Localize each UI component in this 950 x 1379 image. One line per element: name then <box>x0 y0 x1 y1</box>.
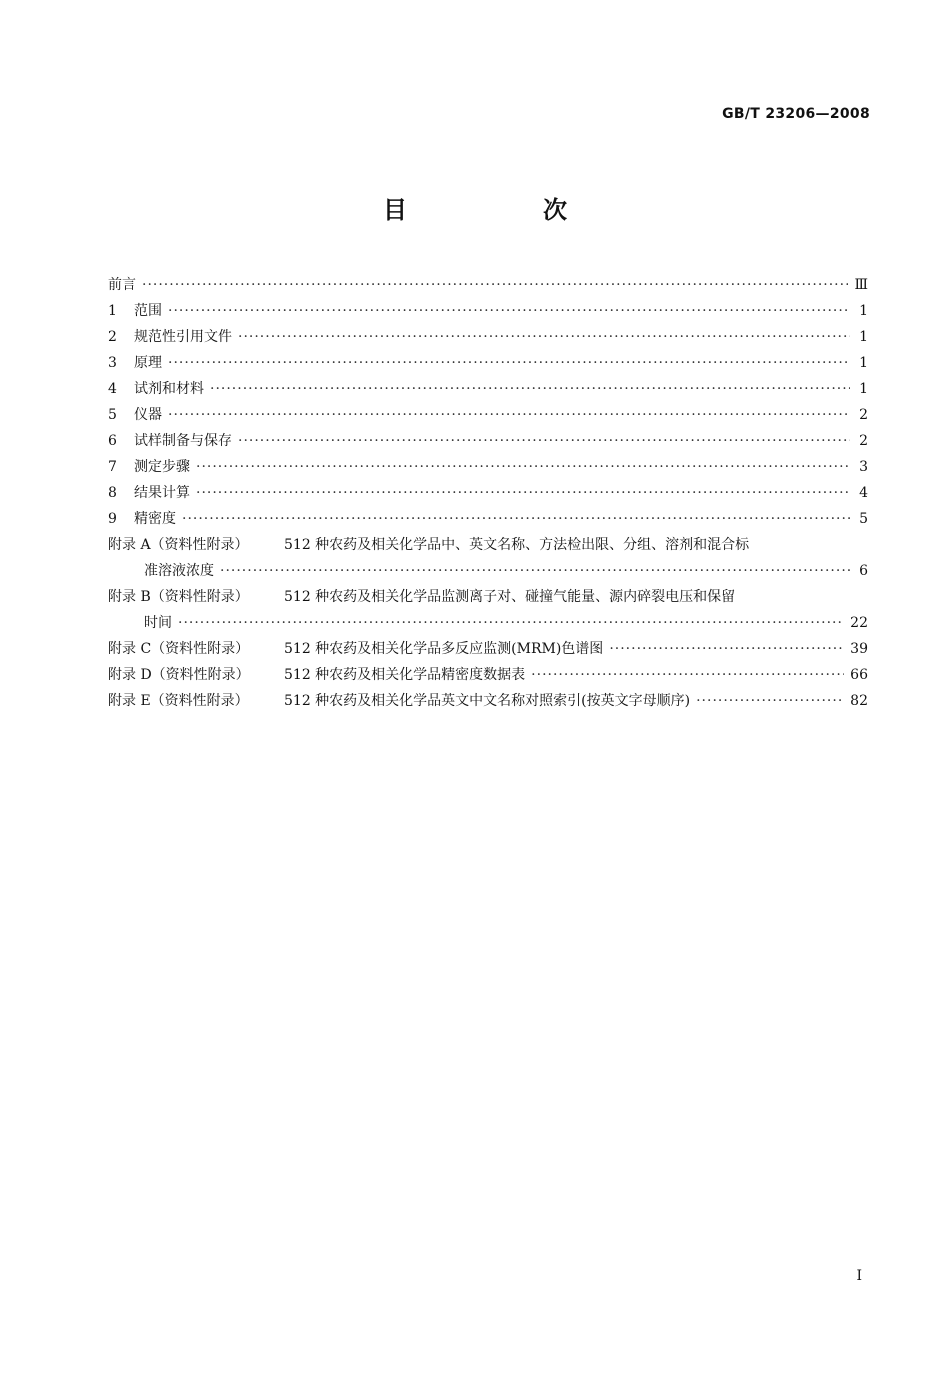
appendix-title-line1: 512 种农药及相关化学品监测离子对、碰撞气能量、源内碎裂电压和保留 <box>284 589 736 605</box>
toc-entry-page: 22 <box>850 615 868 631</box>
toc-entry-page: 39 <box>850 641 868 657</box>
toc-entry-number: 4 <box>108 381 117 397</box>
appendix-prefix: 附录 C（资料性附录） <box>108 641 250 657</box>
toc-entry-5[interactable] <box>108 402 868 428</box>
dot-leader <box>168 350 850 376</box>
toc-appendix-d[interactable] <box>108 662 868 688</box>
dot-leader <box>609 636 844 662</box>
appendix-prefix: 附录 D（资料性附录） <box>108 667 250 683</box>
appendix-prefix: 附录 A（资料性附录） <box>108 537 249 553</box>
toc-entry-page: 4 <box>859 485 868 501</box>
table-of-contents <box>108 272 868 714</box>
dot-leader <box>196 454 850 480</box>
toc-entry-label: 试样制备与保存 <box>134 433 232 449</box>
dot-leader <box>696 688 844 714</box>
toc-appendix-b-continued[interactable] <box>108 610 868 636</box>
toc-appendix-a-continued[interactable] <box>108 558 868 584</box>
toc-entry-page: Ⅲ <box>854 277 868 293</box>
toc-entry-number: 6 <box>108 433 117 449</box>
toc-entry-4[interactable] <box>108 376 868 402</box>
toc-entry-7[interactable] <box>108 454 868 480</box>
toc-entry-page: 2 <box>859 407 868 423</box>
toc-entry-label: 范围 <box>134 303 162 319</box>
dot-leader <box>220 558 850 584</box>
toc-appendix-b[interactable] <box>108 584 868 610</box>
toc-entry-preface[interactable] <box>108 272 868 298</box>
toc-entry-page: 66 <box>850 667 868 683</box>
toc-entry-label: 结果计算 <box>134 485 190 501</box>
dot-leader <box>196 480 850 506</box>
toc-entry-number: 5 <box>108 407 117 423</box>
toc-entry-9[interactable] <box>108 506 868 532</box>
appendix-prefix: 附录 E（资料性附录） <box>108 693 249 709</box>
dot-leader <box>168 298 850 324</box>
toc-entry-page: 2 <box>859 433 868 449</box>
appendix-title: 512 种农药及相关化学品英文中文名称对照索引(按英文字母顺序) <box>284 693 691 709</box>
dot-leader <box>238 324 850 350</box>
toc-entry-page: 6 <box>859 563 868 579</box>
toc-entry-3[interactable] <box>108 350 868 376</box>
toc-entry-label: 精密度 <box>134 511 176 527</box>
toc-appendix-c[interactable] <box>108 636 868 662</box>
toc-entry-number: 3 <box>108 355 117 371</box>
page-title: 目 次 <box>383 196 623 224</box>
appendix-title-line1: 512 种农药及相关化学品中、英文名称、方法检出限、分组、溶剂和混合标 <box>284 537 750 553</box>
toc-entry-label: 原理 <box>134 355 162 371</box>
toc-appendix-a[interactable] <box>108 532 868 558</box>
dot-leader <box>178 610 844 636</box>
dot-leader <box>142 272 848 298</box>
toc-entry-number: 8 <box>108 485 117 501</box>
toc-entry-label: 测定步骤 <box>134 459 190 475</box>
toc-entry-page: 1 <box>859 355 868 371</box>
toc-entry-number: 2 <box>108 329 117 345</box>
dot-leader <box>168 402 850 428</box>
toc-entry-page: 82 <box>850 693 868 709</box>
appendix-prefix: 附录 B（资料性附录） <box>108 589 249 605</box>
toc-entry-6[interactable] <box>108 428 868 454</box>
toc-entry-2[interactable] <box>108 324 868 350</box>
toc-entry-label: 试剂和材料 <box>134 381 204 397</box>
toc-entry-page: 5 <box>859 511 868 527</box>
page-number: Ⅰ <box>856 1268 862 1284</box>
toc-entry-label: 规范性引用文件 <box>134 329 232 345</box>
dot-leader <box>182 506 850 532</box>
toc-entry-page: 3 <box>859 459 868 475</box>
toc-entry-page: 1 <box>859 381 868 397</box>
toc-entry-8[interactable] <box>108 480 868 506</box>
toc-entry-number: 9 <box>108 511 117 527</box>
toc-entry-page: 1 <box>859 303 868 319</box>
toc-appendix-e[interactable] <box>108 688 868 714</box>
dot-leader <box>531 662 844 688</box>
dot-leader <box>210 376 850 402</box>
toc-entry-number: 7 <box>108 459 117 475</box>
toc-entry-page: 1 <box>859 329 868 345</box>
toc-entry-label: 前言 <box>108 277 136 293</box>
toc-entry-1[interactable] <box>108 298 868 324</box>
appendix-title-line2: 时间 <box>144 615 172 631</box>
dot-leader <box>238 428 850 454</box>
standard-code: GB/T 23206—2008 <box>722 106 870 122</box>
toc-entry-number: 1 <box>108 303 117 319</box>
appendix-title: 512 种农药及相关化学品精密度数据表 <box>284 667 526 683</box>
appendix-title-line2: 准溶液浓度 <box>144 563 214 579</box>
toc-entry-label: 仪器 <box>134 407 162 423</box>
appendix-title: 512 种农药及相关化学品多反应监测(MRM)色谱图 <box>284 641 604 657</box>
